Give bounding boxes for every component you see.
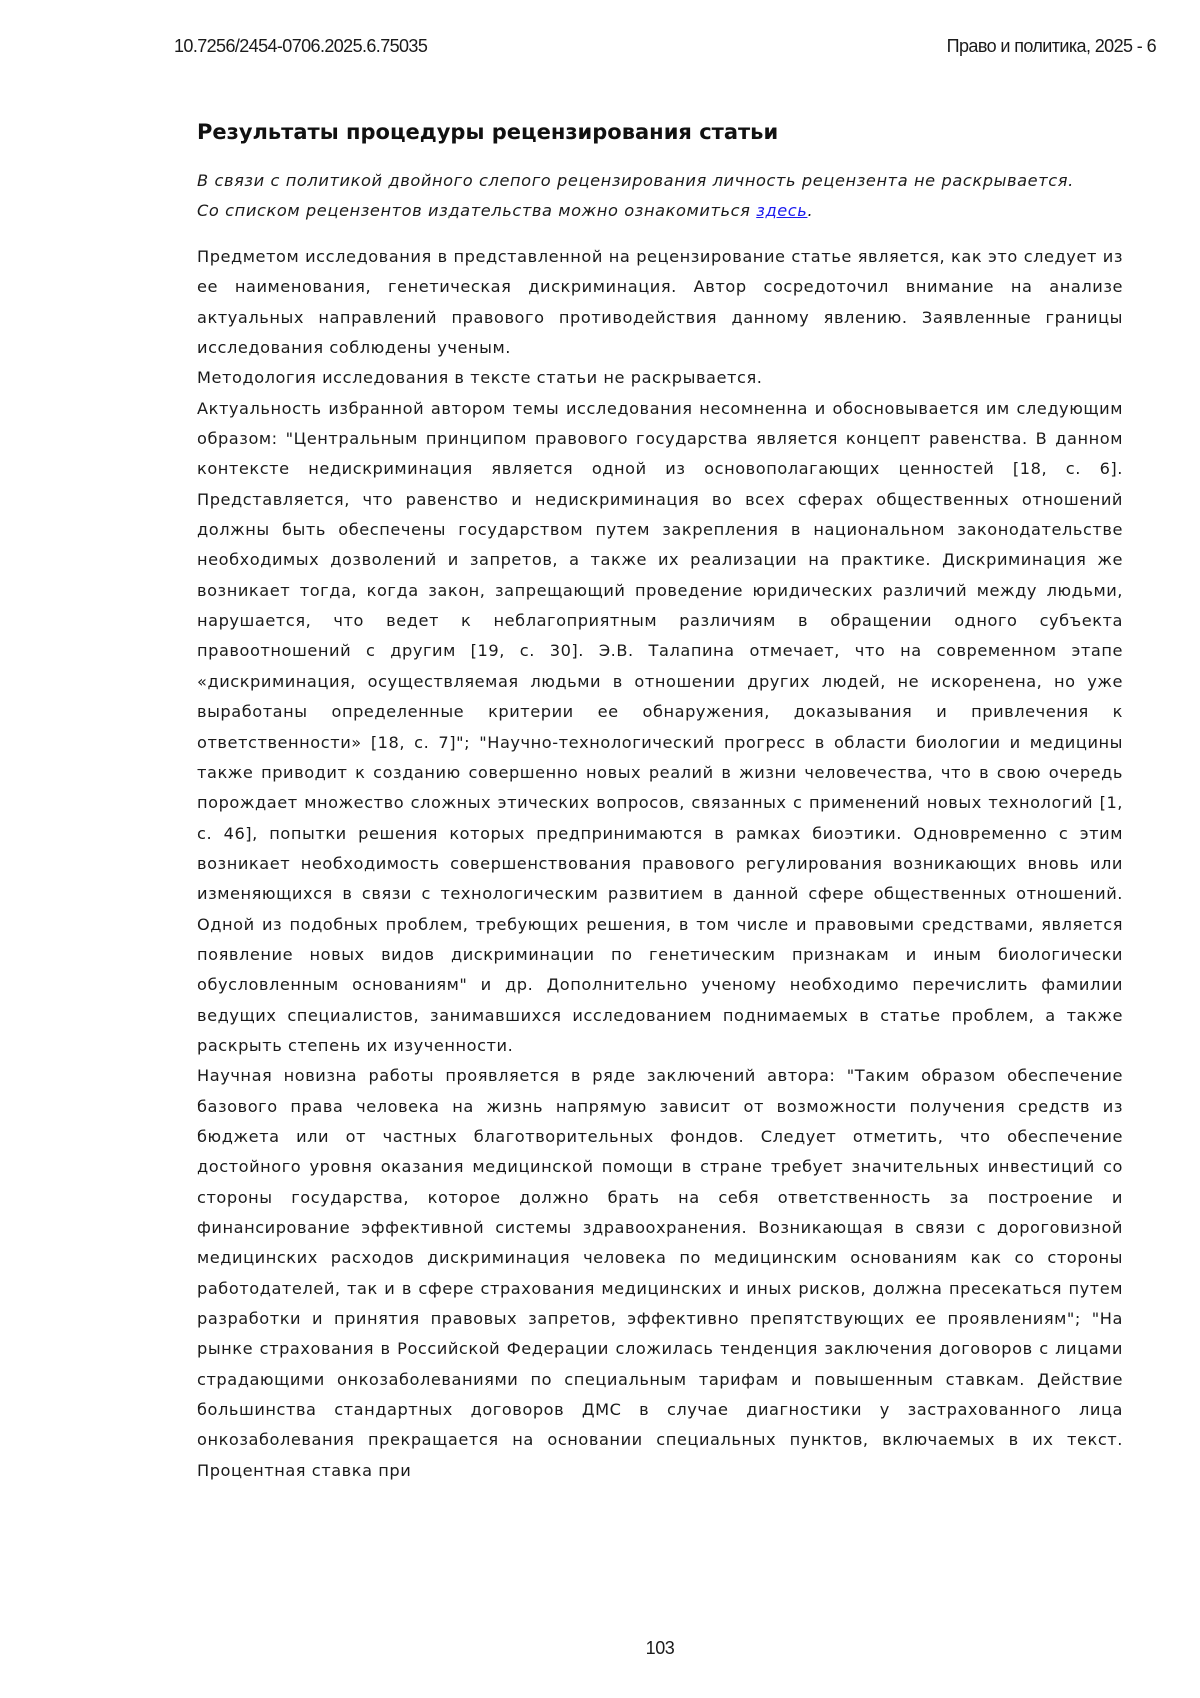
paragraph-relevance: Актуальность избранной автором темы исследования несомненна и обосновывается им следующим образом: "Центральным принципом правового государства является концепт равенства. В данном контексте недискриминация является одной из основополагающих ценностей [18, с. 6]. Представляется, что равенство и недискриминация во всех сферах общественных отношений должны быть обеспечены государством путем закрепления в национальном законодательстве необходимых дозволений и запретов, а также их реализации на практике. Дискриминация же возникает тогда, когда закон, запрещающий проведение юридических различий между людьми, нарушается, что ведет к неблагоприятным различиям в обращении одного субъекта правоотношений с другим [19, с. 30]. Э.В. Талапина отмечает, что на современном этапе «дискриминация, осуществляемая людьми в отношении других людей, не искоренена, но уже выработаны определенные критерии ее обнаружения, доказывания и привлечения к ответственности» [18, с. 7]"; "Научно-технологический прогресс в области биологии и медицины также приводит к созданию совершенно новых реалий в жизни человечества, что в свою очередь порождает множество сложных этических вопросов, связанных с применений новых технологий [1, с. 46], попытки решения которых предпринимаются в рамках биоэтики. Одновременно с этим возникает необходимость совершенствования правового регулирования возникающих вновь или изменяющихся в связи с технологическим развитием в данной сфере общественных отношений. Одной из подобных проблем, требующих решения, в том числе и правовыми средствами, является появление новых видов дискриминации по генетическим признакам и иным биологически обусловленным основаниям" и др. Дополнительно ученому необходимо перечислить фамилии ведущих специалистов, занимавшихся исследованием поднимаемых в статье проблем, а также раскрыть степень их изученности. [197,394,1123,1062]
journal-issue: Право и политика, 2025 - 6 [947,36,1156,57]
reviewers-list-link[interactable]: здесь [756,201,807,220]
page-number: 103 [0,1638,1200,1659]
reviewers-list-suffix: . [807,201,813,220]
review-body [197,242,1123,1486]
review-policy-note [197,166,1123,226]
section-title: Результаты процедуры рецензирования статьи [197,118,1123,146]
running-header [174,36,1156,62]
review-policy-text: В связи с политикой двойного слепого рецензирования личность рецензента не раскрывается. [197,171,1074,190]
reviewers-list-prefix: Со списком рецензентов издательства можно ознакомиться [197,201,756,220]
page-content [197,118,1123,1486]
paragraph-subject: Предметом исследования в представленной на рецензирование статье является, как это следует из ее наименования, генетическая дискриминация. Автор сосредоточил внимание на анализе актуальных направлений правового противодействия данному явлению. Заявленные границы исследования соблюдены ученым. [197,242,1123,363]
paragraph-novelty: Научная новизна работы проявляется в ряде заключений автора: "Таким образом обеспечение базового права человека на жизнь напрямую зависит от возможности получения средств из бюджета или от частных благотворительных фондов. Следует отметить, что обеспечение достойного уровня оказания медицинской помощи в стране требует значительных инвестиций со стороны государства, которое должно брать на себя ответственность за построение и финансирование эффективной системы здравоохранения. Возникающая в связи с дороговизной медицинских расходов дискриминация человека по медицинским основаниям как со стороны работодателей, так и в сфере страхования медицинских и иных рисков, должна пресекаться путем разработки и принятия правовых запретов, эффективно препятствующих ее проявлениям"; "На рынке страхования в Российской Федерации сложилась тенденция заключения договоров с лицами страдающими онкозаболеваниями по специальным тарифам и повышенным ставкам. Действие большинства стандартных договоров ДМС в случае диагностики у застрахованного лица онкозаболевания прекращается на основании специальных пунктов, включаемых в их текст. Процентная ставка при [197,1061,1123,1486]
paragraph-methodology: Методология исследования в тексте статьи не раскрывается. [197,363,1123,393]
doi-text[interactable]: 10.7256/2454-0706.2025.6.75035 [174,36,427,57]
